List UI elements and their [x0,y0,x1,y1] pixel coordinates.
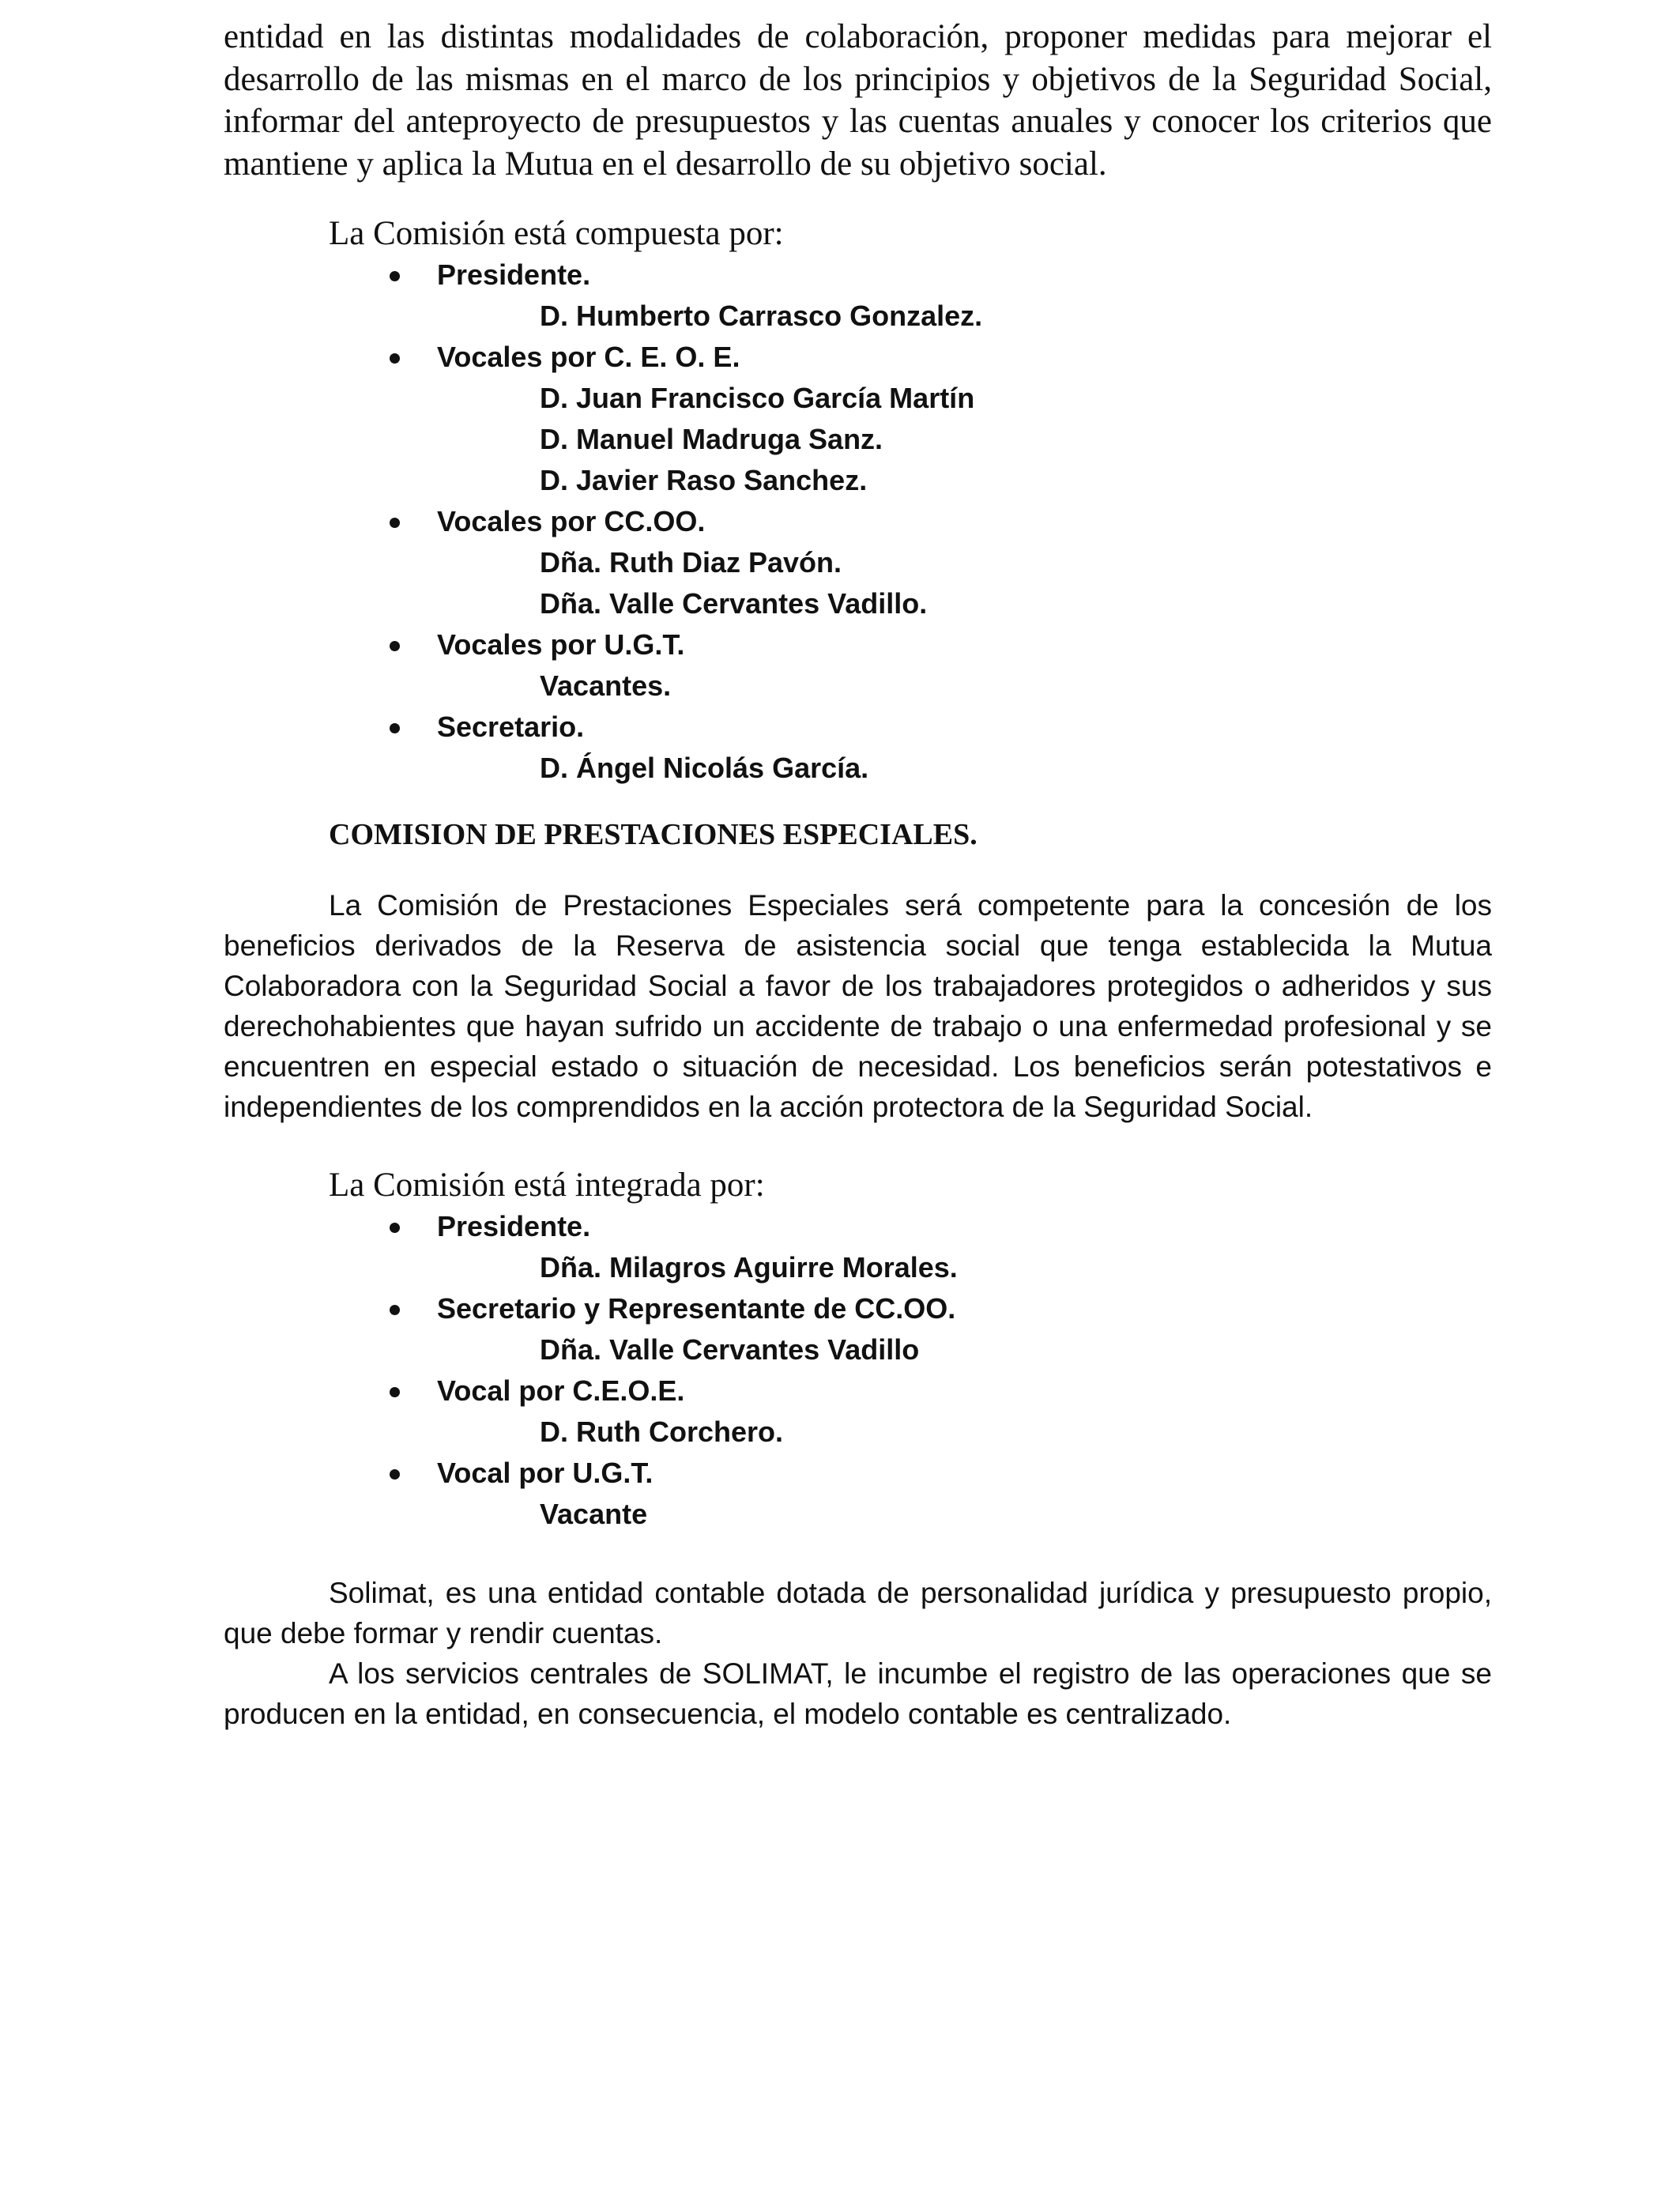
bullet-icon [390,723,400,733]
member-role: Secretario. [437,711,585,743]
list-item [224,1370,1492,1453]
section2-body-paragraph: La Comisión de Prestaciones Especiales será competente para la concesión de los beneficios derivados de la Reserva de asistencia social que tenga establecida la Mutua Colaboradora con la Seguridad Social a favor de los trabajadores protegidos o adheridos y sus derechohabientes que hayan sufrido un accidente de trabajo o una enfermedad profesional y se encuentren en especial estado o situación de necesidad. Los beneficios serán potestativos e independientes de los comprendidos en la acción protectora de la Seguridad Social. [224,889,1492,1123]
list-item [224,337,1492,501]
bullet-icon [390,1223,400,1233]
member-name: Dña. Ruth Diaz Pavón. [540,546,842,579]
member-role: Presidente. [437,1210,591,1242]
member-name: D. Javier Raso Sanchez. [540,464,868,496]
member-name: Dña. Valle Cervantes Vadillo. [540,587,928,620]
list-item [224,501,1492,624]
member-name: D. Humberto Carrasco Gonzalez. [540,300,983,332]
member-name: D. Manuel Madruga Sanz. [540,423,883,455]
list-item [224,624,1492,707]
member-role: Presidente. [437,258,591,291]
member-role: Vocales por U.G.T. [437,628,685,661]
opening-paragraph: entidad en las distintas modalidades de colaboración, proponer medidas para mejorar el desarrollo de las mismas en el marco de los principios y objetivos de la Seguridad Social, informar del anteproyecto de presupuestos y las cuentas anuales y conocer los criterios que mantiene y aplica la Mutua en el desarrollo de su objetivo social. [224,18,1492,183]
bullet-icon [390,518,400,528]
list-item [224,1453,1492,1535]
member-role: Secretario y Representante de CC.OO. [437,1292,956,1325]
bullet-icon [390,1305,400,1315]
commission1-intro: La Comisión está compuesta por: [329,215,784,252]
member-name: D. Juan Francisco García Martín [540,382,975,414]
member-role: Vocal por U.G.T. [437,1457,654,1489]
bullet-icon [390,1469,400,1480]
commission2-intro: La Comisión está integrada por: [329,1167,765,1204]
member-role: Vocal por C.E.O.E. [437,1374,685,1407]
document-page [224,16,1492,1734]
bullet-icon [390,641,400,651]
member-role: Vocales por CC.OO. [437,505,706,537]
list-item [224,707,1492,789]
solimat-paragraph-2: A los servicios centrales de SOLIMAT, le incumbe el registro de las operaciones que se producen en la entidad, en consecuencia, el modelo contable es centralizado. [224,1657,1492,1730]
commission1-member-list [224,254,1492,789]
member-name: Vacantes. [540,669,672,702]
commission2-member-list [224,1206,1492,1535]
list-item [224,1288,1492,1370]
member-name: D. Ángel Nicolás García. [540,752,869,784]
member-role: Vocales por C. E. O. E. [437,341,740,373]
member-name: Dña. Valle Cervantes Vadillo [540,1333,920,1366]
member-name: Dña. Milagros Aguirre Morales. [540,1251,958,1284]
member-name: Vacante [540,1498,648,1530]
solimat-paragraph-1: Solimat, es una entidad contable dotada de personalidad jurídica y presupuesto propio, que debe formar y rendir cuentas. [224,1577,1492,1649]
bullet-icon [390,1387,400,1397]
list-item [224,254,1492,337]
bullet-icon [390,271,400,281]
member-name: D. Ruth Corchero. [540,1416,784,1448]
list-item [224,1206,1492,1288]
bullet-icon [390,353,400,364]
section-title-prestaciones: COMISION DE PRESTACIONES ESPECIALES. [329,818,977,851]
